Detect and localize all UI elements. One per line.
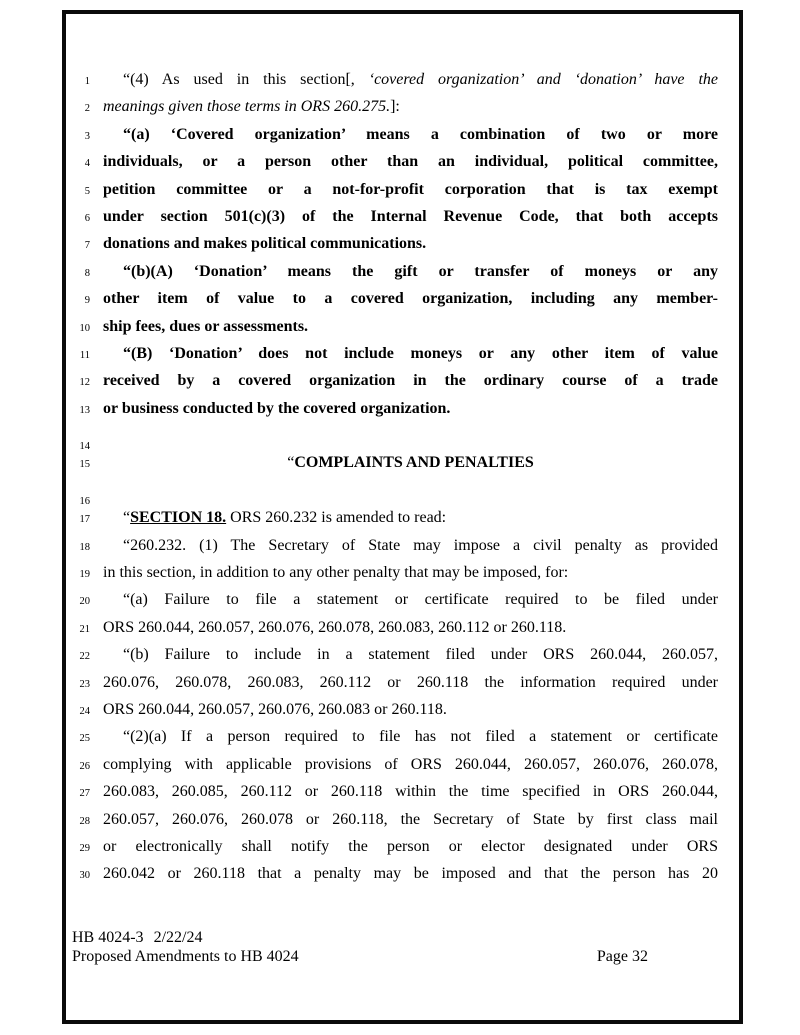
line-number: 14	[79, 441, 90, 453]
line-text	[103, 669, 718, 696]
text-segment: ORS 260.044, 260.057, 260.076, 260.083 or 260.118.	[103, 700, 447, 718]
document-line	[66, 93, 726, 120]
line-number: 29	[79, 842, 90, 854]
line-number: 10	[79, 322, 90, 334]
line-number: 23	[79, 678, 90, 690]
document-line	[66, 586, 726, 613]
line-number: 7	[84, 240, 90, 252]
line-text	[103, 477, 718, 504]
text-segment: “260.232. (1) The Secretary of State may impose a civil penalty as provided	[123, 536, 718, 554]
text-segment: “(2)(a) If a person required to file has not filed a statement or certificate	[123, 728, 718, 746]
footer-page-label: Page 32	[596, 948, 648, 965]
text-segment: meanings given those terms in ORS 260.275.	[103, 98, 391, 116]
text-segment: individuals, or a person other than an individual, political committee,	[103, 153, 718, 171]
line-text	[103, 723, 718, 750]
line-text	[103, 751, 718, 778]
text-segment: donations and makes political communications.	[103, 235, 427, 253]
line-text	[103, 395, 718, 422]
document-line	[66, 751, 726, 778]
line-text	[103, 860, 718, 887]
line-number: 20	[79, 596, 90, 608]
text-segment: 260.057, 260.076, 260.078 or 260.118, the Secretary of State by first class mail	[103, 810, 718, 828]
text-segment: “	[123, 509, 131, 527]
text-segment: in this section, in addition to any other penalty that may be imposed, for:	[103, 564, 569, 582]
line-number: 5	[84, 185, 90, 197]
document-line	[66, 449, 726, 476]
document-line	[66, 806, 726, 833]
line-text	[103, 313, 718, 340]
line-number: 1	[84, 76, 90, 87]
line-text	[103, 641, 718, 668]
text-segment: “(a) Failure to file a statement or certificate required to be filed under	[123, 591, 718, 609]
text-segment: 260.076, 260.078, 260.083, 260.112 or 260.118 the information required under	[103, 673, 718, 691]
line-text	[103, 148, 718, 175]
text-segment: COMPLAINTS AND PENALTIES	[294, 454, 534, 472]
text-segment: “(a) ‘Covered organization’ means a combination of two or more	[123, 125, 718, 143]
document-line	[66, 669, 726, 696]
text-segment: other item of value to a covered organization, including any member-	[103, 290, 718, 308]
page-footer	[72, 928, 648, 966]
line-text	[103, 833, 718, 860]
document-line	[66, 532, 726, 559]
line-number: 12	[79, 377, 90, 389]
line-text	[103, 176, 718, 203]
line-text	[103, 778, 718, 805]
document-lines	[66, 66, 726, 888]
line-number: 18	[79, 541, 90, 553]
document-line	[66, 121, 726, 148]
text-segment: ‘covered organization’ and ‘donation’ have the	[368, 71, 718, 88]
text-segment: SECTION 18.	[130, 509, 227, 527]
line-text	[103, 203, 718, 230]
line-text	[103, 586, 718, 613]
document-line	[66, 230, 726, 257]
line-number: 8	[84, 267, 90, 279]
line-number: 17	[79, 514, 90, 526]
document-line	[66, 477, 726, 508]
line-text	[103, 285, 718, 312]
footer-doc-id: HB 4024-3	[72, 929, 144, 946]
text-segment: “	[287, 454, 295, 472]
line-number: 28	[79, 815, 90, 827]
text-segment: ship fees, dues or assessments.	[103, 317, 309, 335]
line-text	[103, 806, 718, 833]
line-number: 9	[84, 295, 90, 307]
text-segment: “(b)(A) ‘Donation’ means the gift or transfer of moneys or any	[123, 262, 718, 280]
document-line	[66, 367, 726, 394]
text-segment: “(b) Failure to include in a statement filed under ORS 260.044, 260.057,	[123, 646, 718, 664]
line-text	[103, 367, 718, 394]
line-text	[103, 230, 718, 257]
document-line	[66, 313, 726, 340]
text-segment: petition committee or a not-for-profit corporation that is tax exempt	[103, 180, 718, 198]
line-number: 15	[79, 459, 90, 471]
line-text	[103, 340, 718, 367]
document-line	[66, 258, 726, 285]
text-segment: or electronically shall notify the person or elector designated under ORS	[103, 837, 718, 855]
line-text	[103, 504, 718, 531]
text-segment: “(4) As used in this section[,	[123, 71, 369, 88]
text-segment: or business conducted by the covered organization.	[103, 399, 451, 417]
footer-subtitle-line	[72, 947, 648, 966]
document-line	[66, 176, 726, 203]
document-line	[66, 66, 726, 93]
line-text	[103, 449, 718, 476]
line-number: 16	[79, 496, 90, 508]
document-line	[66, 422, 726, 453]
document-line	[66, 696, 726, 723]
line-number: 6	[84, 212, 90, 224]
line-number: 13	[79, 404, 90, 416]
line-text	[103, 532, 718, 559]
document-line	[66, 778, 726, 805]
line-text	[103, 614, 718, 641]
document-line	[66, 395, 726, 422]
line-number: 26	[79, 760, 90, 772]
line-number: 27	[79, 788, 90, 800]
document-line	[66, 614, 726, 641]
line-number: 21	[79, 623, 90, 635]
document-line	[66, 340, 726, 367]
text-segment: ORS 260.044, 260.057, 260.076, 260.078, 260.083, 260.112 or 260.118.	[103, 618, 567, 636]
document-line	[66, 641, 726, 668]
text-segment: 260.083, 260.085, 260.112 or 260.118 within the time specified in ORS 260.044,	[103, 783, 718, 801]
document-line	[66, 504, 726, 531]
line-number: 3	[84, 130, 90, 142]
text-segment: “(B) ‘Donation’ does not include moneys or any other item of value	[123, 344, 718, 362]
line-number: 24	[79, 705, 90, 717]
line-text	[103, 121, 718, 148]
line-number: 11	[79, 349, 90, 361]
line-number: 19	[79, 569, 90, 581]
document-line	[66, 833, 726, 860]
footer-date: 2/22/24	[153, 929, 203, 946]
document-line	[66, 723, 726, 750]
line-number: 30	[79, 870, 90, 882]
document-line	[66, 559, 726, 586]
line-number: 2	[84, 103, 90, 115]
text-segment: ]:	[390, 98, 400, 116]
text-segment: ORS 260.232 is amended to read:	[226, 509, 447, 527]
text-segment: complying with applicable provisions of ORS 260.044, 260.057, 260.076, 260.078,	[103, 755, 718, 773]
document-line	[66, 203, 726, 230]
line-text	[103, 258, 718, 285]
text-segment: under section 501(c)(3) of the Internal Revenue Code, that both accepts	[103, 207, 718, 225]
line-text	[103, 93, 718, 120]
document-line	[66, 148, 726, 175]
line-text	[103, 696, 718, 723]
footer-doc-line	[72, 928, 648, 947]
document-line	[66, 860, 726, 887]
line-text	[103, 559, 718, 586]
line-text	[103, 66, 718, 93]
line-text	[103, 422, 718, 449]
line-number: 4	[84, 158, 90, 170]
text-segment: received by a covered organization in the ordinary course of a trade	[103, 372, 718, 390]
document-line	[66, 285, 726, 312]
text-segment: 260.042 or 260.118 that a penalty may be imposed and that the person has 20	[103, 865, 718, 883]
footer-subtitle: Proposed Amendments to HB 4024	[72, 948, 299, 965]
line-number: 25	[79, 733, 90, 745]
line-number: 22	[79, 651, 90, 663]
